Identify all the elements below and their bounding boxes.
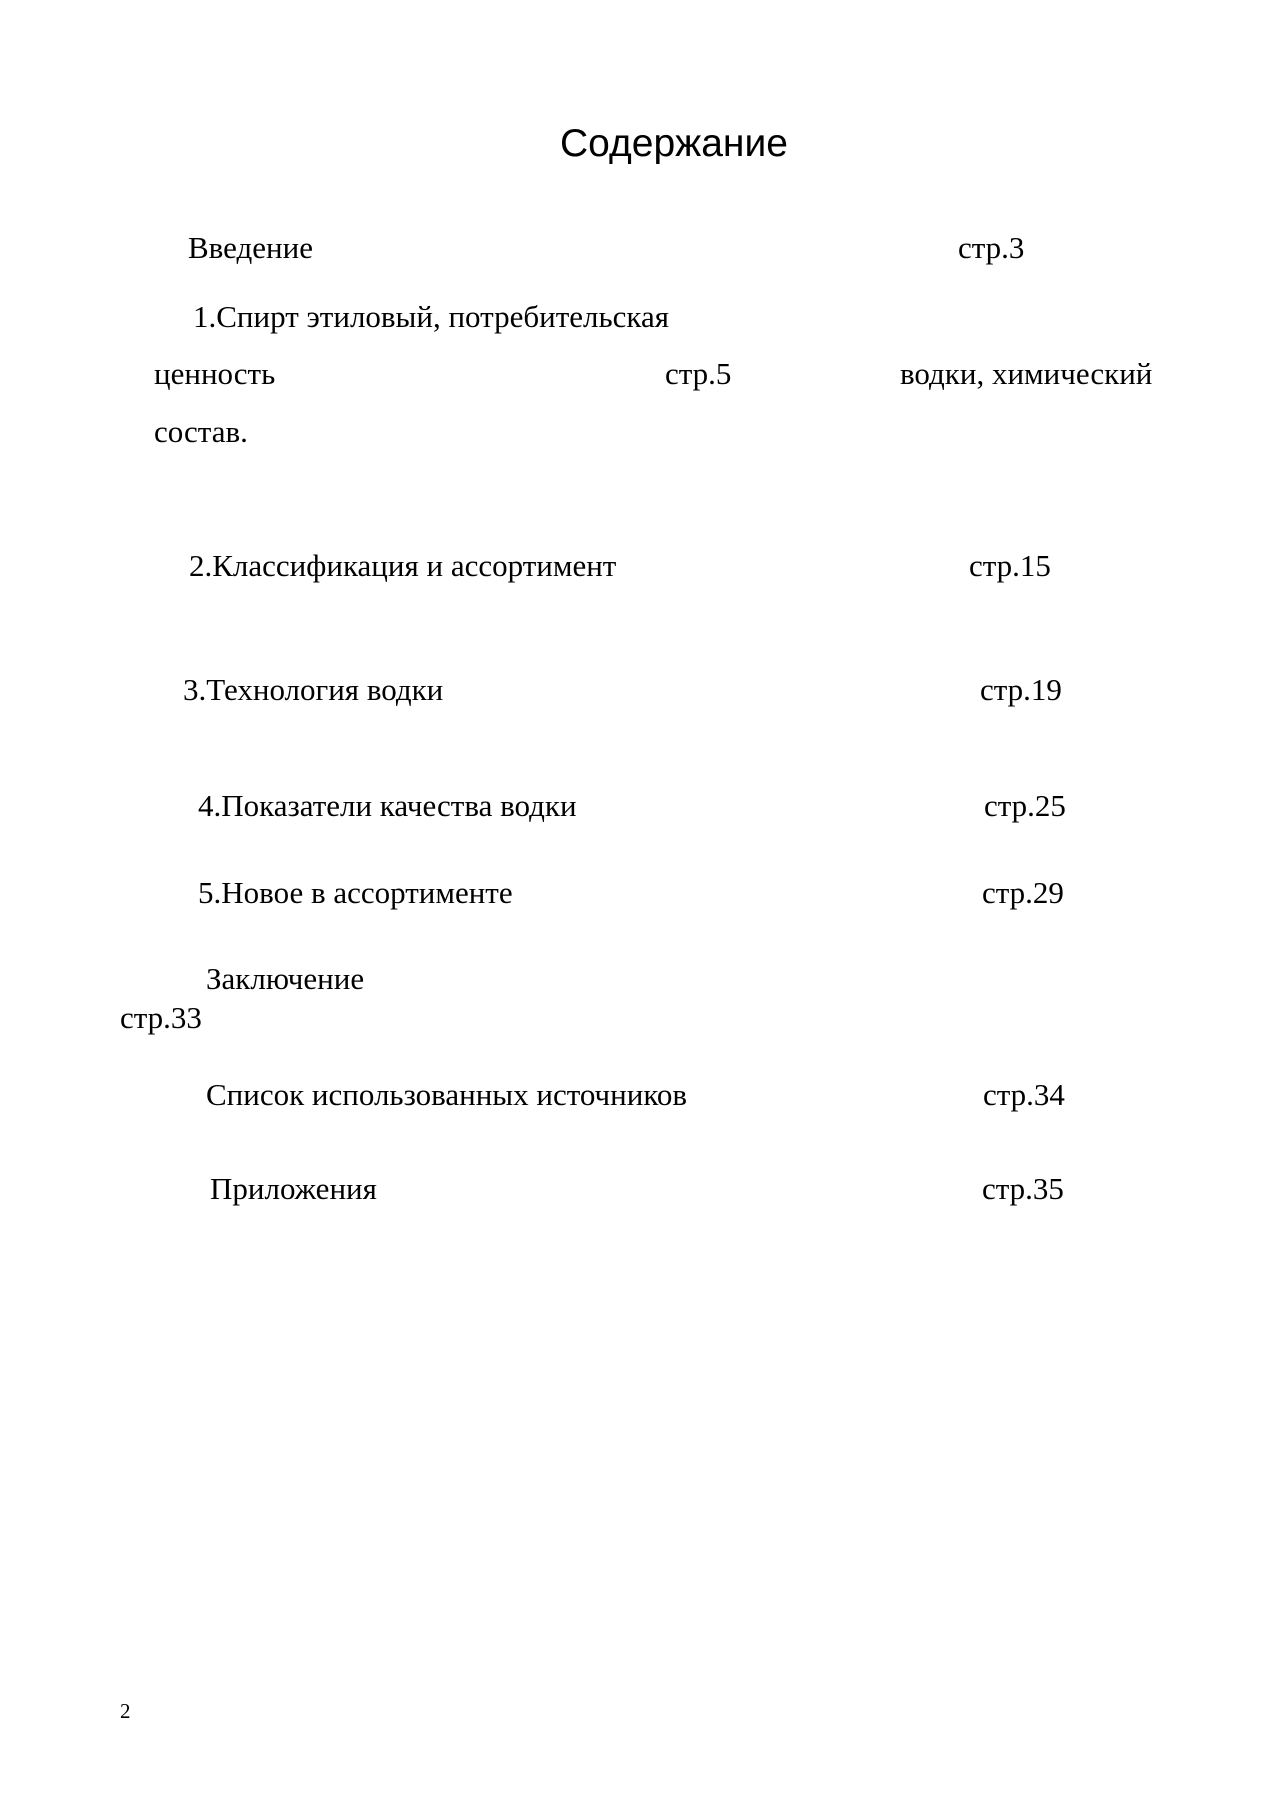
toc-entry-ch1-line1: 1.Спирт этиловый, потребительская bbox=[193, 299, 669, 334]
toc-entry-ch1-line2b: водки, химический bbox=[900, 356, 1153, 391]
toc-entry-ch2-page: стр.15 bbox=[969, 548, 1051, 583]
toc-entry-appendix-label: Приложения bbox=[210, 1171, 377, 1206]
toc-entry-ch1-line3: состав. bbox=[154, 414, 248, 449]
toc-entry-ch3-page: стр.19 bbox=[980, 672, 1062, 707]
toc-entry-intro-page: стр.3 bbox=[958, 230, 1025, 265]
toc-entry-ch4-page: стр.25 bbox=[984, 788, 1066, 823]
toc-entry-appendix-page: стр.35 bbox=[982, 1171, 1064, 1206]
toc-entry-sources-page: стр.34 bbox=[983, 1077, 1065, 1112]
toc-entry-conclusion-page: стр.33 bbox=[120, 1000, 202, 1035]
toc-entry-ch3-label: 3.Технология водки bbox=[183, 672, 444, 707]
toc-entry-ch1-page: стр.5 bbox=[665, 356, 732, 391]
toc-entry-conclusion-label: Заключение bbox=[206, 961, 365, 996]
toc-entry-ch5-label: 5.Новое в ассортименте bbox=[198, 875, 513, 910]
toc-entry-ch2-label: 2.Классификация и ассортимент bbox=[189, 548, 617, 583]
toc-entry-ch1-line2a: ценность bbox=[154, 356, 276, 391]
page-number: 2 bbox=[120, 1699, 131, 1723]
toc-entry-intro-label: Введение bbox=[188, 230, 313, 265]
toc-entry-ch4-label: 4.Показатели качества водки bbox=[198, 788, 577, 823]
toc-entry-ch5-page: стр.29 bbox=[982, 875, 1064, 910]
toc-entry-sources-label: Список использованных источников bbox=[206, 1077, 687, 1112]
page-title: Содержание bbox=[560, 122, 788, 165]
